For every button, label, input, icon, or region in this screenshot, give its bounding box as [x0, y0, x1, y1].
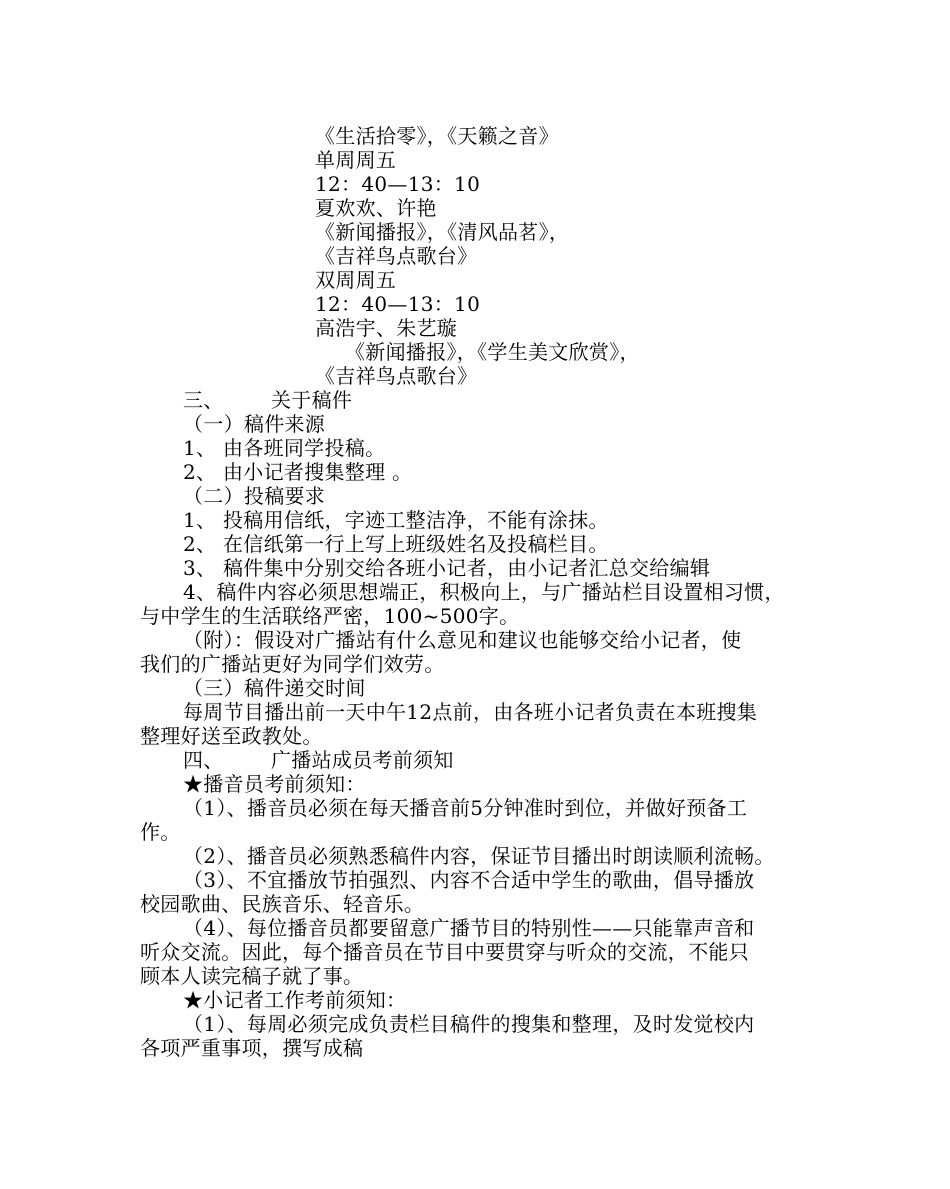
schedule-line: 夏欢欢、许艳	[315, 196, 437, 220]
subheading: ★小记者工作考前须知：	[183, 988, 407, 1012]
schedule-line: 双周周五	[315, 268, 397, 292]
schedule-line: 《新闻播报》，《清风品茗》，	[315, 220, 570, 244]
list-item: 1、 由各班同学投稿。	[183, 436, 386, 460]
paragraph-line: 校园歌曲、民族音乐、轻音乐。	[140, 892, 425, 916]
paragraph-line: （附）：假设对广播站有什么意见和建议也能够交给小记者，使	[183, 628, 742, 652]
subheading: （三）稿件递交时间	[183, 676, 366, 700]
paragraph-line: 整理好送至政教处。	[140, 724, 323, 748]
subheading: （二）投稿要求	[183, 484, 326, 508]
section-heading: 关于稿件	[271, 388, 353, 412]
schedule-line: 单周周五	[315, 148, 397, 172]
paragraph-line: 4、稿件内容必须思想端正，积极向上，与广播站栏目设置相习惯，	[183, 580, 785, 604]
paragraph-line: 各项严重事项，撰写成稿	[140, 1036, 364, 1060]
schedule-line: 12：40—13：10	[315, 172, 481, 196]
paragraph-line: （3）、不宜播放节拍强烈、内容不合适中学生的歌曲，倡导播放	[183, 868, 755, 892]
list-item: 2、 在信纸第一行上写上班级姓名及投稿栏目。	[183, 532, 609, 556]
schedule-line: 《吉祥鸟点歌台》	[315, 244, 478, 268]
list-item: 2、 由小记者搜集整理 。	[183, 460, 413, 484]
paragraph-line: （2）、播音员必须熟悉稿件内容，保证节目播出时朗读顺利流畅。	[183, 844, 775, 868]
list-item: 1、 投稿用信纸，字迹工整洁净，不能有涂抹。	[183, 508, 609, 532]
section-number: 三、	[183, 388, 224, 412]
schedule-line: 《生活拾零》，《天籁之音》	[315, 124, 559, 148]
paragraph-line: （1）、每周必须完成负责栏目稿件的搜集和整理，及时发觉校内	[183, 1012, 755, 1036]
schedule-line: 《新闻播报》，《学生美文欣赏》，	[345, 340, 640, 364]
schedule-line: 高浩宇、朱艺璇	[315, 316, 458, 340]
schedule-column	[315, 124, 640, 388]
schedule-line: 12：40—13：10	[315, 292, 481, 316]
list-item: 3、 稿件集中分别交给各班小记者，由小记者汇总交给编辑	[183, 556, 711, 580]
paragraph-line: 每周节目播出前一天中午12点前，由各班小记者负责在本班搜集	[183, 700, 758, 724]
paragraph-line: 顾本人读完稿子就了事。	[140, 964, 364, 988]
paragraph-line: 我们的广播站更好为同学们效劳。	[140, 652, 445, 676]
paragraph-line: （4）、每位播音员都要留意广播节目的特别性——只能靠声音和	[183, 916, 755, 940]
subheading: （一）稿件来源	[183, 412, 326, 436]
section-number: 四、	[183, 748, 224, 772]
subheading: ★播音员考前须知：	[183, 772, 366, 796]
section-heading: 广播站成员考前须知	[271, 748, 454, 772]
paragraph-line: 作。	[140, 820, 181, 844]
paragraph-line: 与中学生的生活联络严密，100~500字。	[140, 604, 520, 628]
paragraph-line: 听众交流。因此，每个播音员在节目中要贯穿与听众的交流，不能只	[140, 940, 749, 964]
schedule-line: 《吉祥鸟点歌台》	[315, 364, 478, 388]
paragraph-line: （1）、播音员必须在每天播音前5分钟准时到位，并做好预备工	[183, 796, 748, 820]
